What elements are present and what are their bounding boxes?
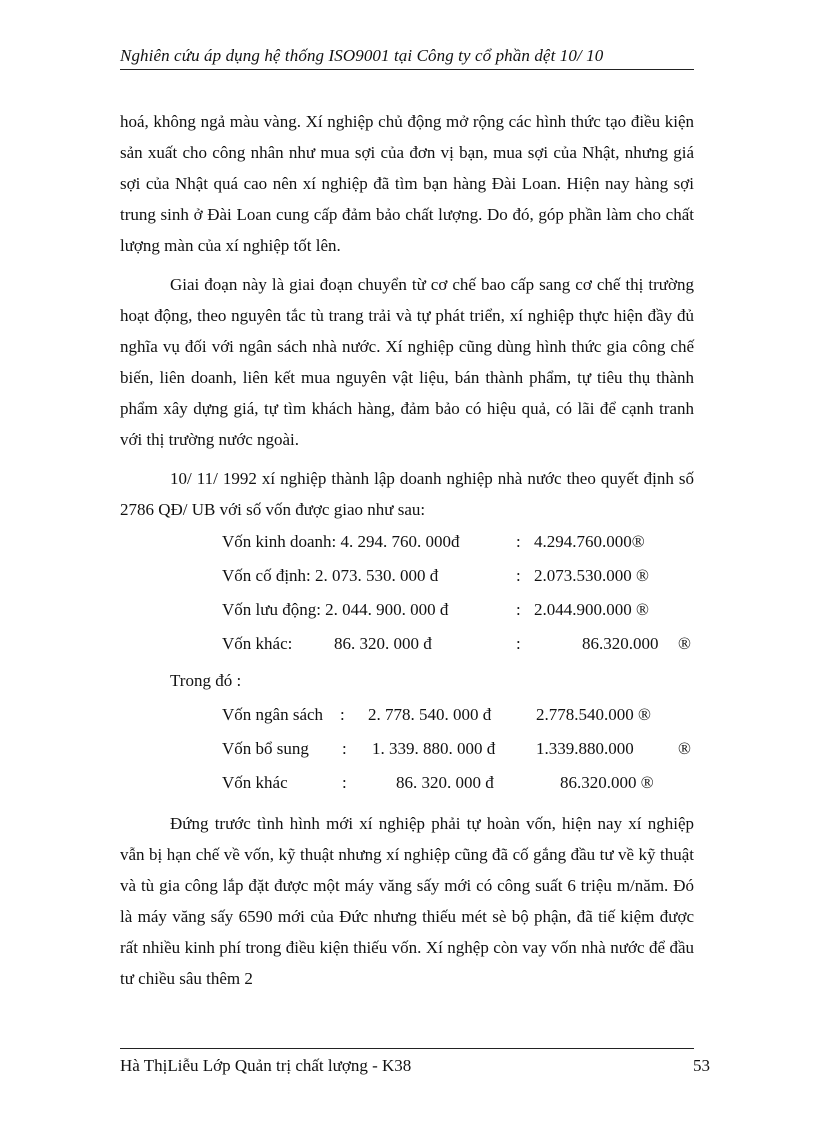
capital-row xyxy=(120,525,694,559)
capital-amount: 86. 320. 000 đ xyxy=(334,634,432,653)
breakdown-colon: : xyxy=(340,705,345,724)
capital-row xyxy=(120,559,694,593)
breakdown-value: 86.320.000 ® xyxy=(560,773,654,792)
capital-label: Vốn khác: xyxy=(222,634,293,653)
paragraph-2: Giai đoạn này là giai đoạn chuyển từ cơ chế bao cấp sang cơ chế thị trường hoạt động, theo nguyên tắc tù trang trải và tự phát triển, xí nghiệp thực hiện đầy đủ nghĩa vụ đối với ngân sách nhà nước. Xí nghiệp cũng dùng hình thức gia công chế biến, liên doanh, liên kết mua nguyên vật liệu, bán thành phẩm, tự tiêu thụ thành phẩm xây dựng giá, tự tìm khách hàng, đảm bảo có hiệu quả, có lãi để cạnh tranh với thị trường nước ngoài. xyxy=(120,275,694,449)
footer-divider xyxy=(120,1048,694,1049)
breakdown-label: Vốn bổ sung xyxy=(222,739,309,758)
document-body xyxy=(120,106,694,994)
registered-mark: ® xyxy=(678,634,691,653)
capital-label: Vốn lưu động: 2. 044. 900. 000 đ xyxy=(222,600,449,619)
breakdown-value: 1.339.880.000 xyxy=(536,739,634,758)
capital-colon: : xyxy=(516,600,521,619)
page-footer xyxy=(120,1056,710,1076)
page-number: 53 xyxy=(693,1056,710,1075)
breakdown-value: 2.778.540.000 ® xyxy=(536,705,651,724)
breakdown-colon: : xyxy=(342,739,347,758)
breakdown-label: Vốn ngân sách xyxy=(222,705,324,724)
breakdown-table xyxy=(120,698,694,800)
paragraph-3: 10/ 11/ 1992 xí nghiệp thành lập doanh nghiệp nhà nước theo quyết định số 2786 QĐ/ UB với số vốn được giao như sau: xyxy=(120,469,694,519)
capital-colon: : xyxy=(516,634,521,653)
capital-value: 2.073.530.000 ® xyxy=(534,566,649,585)
breakdown-colon: : xyxy=(342,773,347,792)
breakdown-amount: 86. 320. 000 đ xyxy=(396,773,494,792)
capital-value: 86.320.000 xyxy=(582,634,659,653)
trong-do-label: Trong đó : xyxy=(170,671,242,690)
capital-value: 4.294.760.000® xyxy=(534,532,645,551)
breakdown-amount: 1. 339. 880. 000 đ xyxy=(372,739,496,758)
capital-label: Vốn kinh doanh: 4. 294. 760. 000đ xyxy=(222,532,460,551)
capital-colon: : xyxy=(516,532,521,551)
capital-row xyxy=(120,627,694,661)
capital-value: 2.044.900.000 ® xyxy=(534,600,649,619)
paragraph-1: hoá, không ngả màu vàng. Xí nghiệp chủ động mở rộng các hình thức tạo điều kiện sản xuất cho công nhân như mua sợi của đơn vị bạn, mua sợi của Nhật, nhưng giá sợi của Nhật quá cao nên xí nghiệp đã tìm bạn hàng Đài Loan. Hiện nay hàng sợi trung sinh ở Đài Loan cung cấp đảm bảo chất lượng. Do đó, góp phần làm cho chất lượng màn của xí nghiệp tốt lên. xyxy=(120,112,694,255)
capital-colon: : xyxy=(516,566,521,585)
capital-row xyxy=(120,593,694,627)
capital-table xyxy=(120,525,694,661)
paragraph-4: Đứng trước tình hình mới xí nghiệp phải tự hoàn vốn, hiện nay xí nghiệp vẫn bị hạn chế về vốn, kỹ thuật nhưng xí nghiệp cũng đã cố gắng đầu tư về kỹ thuật và tù gia công lắp đặt được một máy văng sấy mới có công suất 6 triệu m/năm. Đó là máy văng sấy 6590 mới của Đức nhưng thiếu mét sè bộ phận, đã tiế kiệm được rất nhiều kinh phí trong điều kiện thiếu vốn. Xí nghệp còn vay vốn nhà nước để đầu tư chiều sâu thêm 2 xyxy=(120,814,694,988)
capital-label: Vốn cố định: 2. 073. 530. 000 đ xyxy=(222,566,439,585)
breakdown-row xyxy=(120,698,694,732)
breakdown-row xyxy=(120,766,694,800)
breakdown-row xyxy=(120,732,694,766)
breakdown-amount: 2. 778. 540. 000 đ xyxy=(368,705,492,724)
page-header xyxy=(120,46,694,70)
footer-author: Hà ThịLiễu Lớp Quản trị chất lượng - K38 xyxy=(120,1056,412,1075)
registered-mark: ® xyxy=(678,739,691,758)
breakdown-label: Vốn khác xyxy=(222,773,288,792)
header-title: Nghiên cứu áp dụng hệ thống ISO9001 tại Công ty cổ phần dệt 10/ 10 xyxy=(120,46,604,65)
